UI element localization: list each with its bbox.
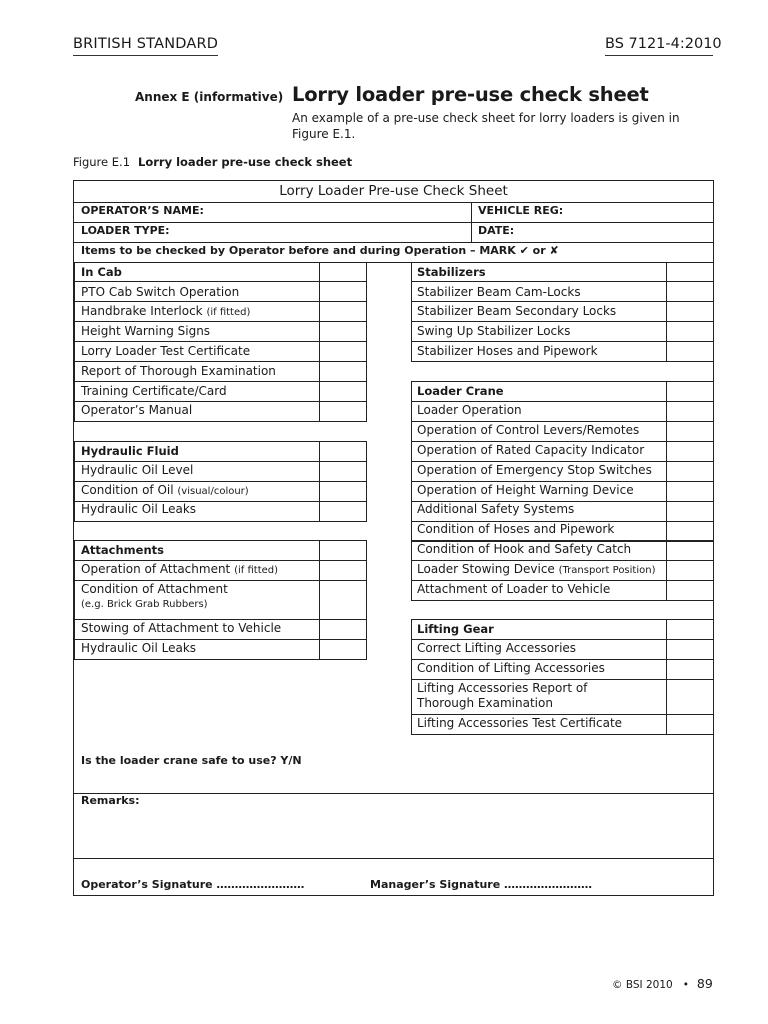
- vehicle-reg-field[interactable]: VEHICLE REG:: [478, 204, 564, 217]
- check-item: Condition of Hook and Safety Catch: [417, 542, 632, 556]
- check-box[interactable]: [666, 461, 714, 482]
- in-cab-heading: In Cab: [81, 265, 122, 279]
- check-box[interactable]: [666, 301, 714, 322]
- check-item: Condition of Oil (visual/colour): [81, 483, 249, 497]
- check-item: Operation of Emergency Stop Switches: [417, 463, 652, 477]
- check-item: Hydraulic Oil Leaks: [81, 502, 197, 516]
- check-sheet: [73, 180, 714, 896]
- hydraulic-fluid-heading: Hydraulic Fluid: [81, 444, 179, 458]
- check-box[interactable]: [319, 560, 367, 581]
- check-box[interactable]: [319, 381, 367, 402]
- check-box[interactable]: [319, 361, 367, 382]
- check-item: Handbrake Interlock (if fitted): [81, 304, 251, 318]
- check-item: Condition of Hoses and Pipework: [417, 522, 615, 536]
- check-item: Operator’s Manual: [81, 403, 193, 417]
- check-box[interactable]: [319, 281, 367, 302]
- check-box[interactable]: [666, 321, 714, 342]
- check-item: Training Certificate/Card: [81, 384, 227, 398]
- check-box[interactable]: [666, 679, 714, 715]
- attachments-heading: Attachments: [81, 543, 164, 557]
- check-box[interactable]: [666, 540, 714, 561]
- check-item: Condition of Lifting Accessories: [417, 661, 605, 675]
- standard-number: BS 7121-4:2010: [605, 36, 713, 56]
- remarks-field[interactable]: Remarks:: [81, 794, 140, 807]
- check-item: Correct Lifting Accessories: [417, 641, 577, 655]
- check-item: Stabilizer Beam Secondary Locks: [417, 304, 617, 318]
- operator-name-field[interactable]: OPERATOR’S NAME:: [81, 204, 204, 217]
- check-item: Loader Stowing Device (Transport Position): [417, 562, 656, 576]
- check-box[interactable]: [666, 481, 714, 502]
- loader-type-field[interactable]: LOADER TYPE:: [81, 224, 170, 237]
- check-box[interactable]: [319, 461, 367, 482]
- lifting-gear-heading: Lifting Gear: [417, 622, 494, 636]
- check-box[interactable]: [319, 501, 367, 522]
- check-item: Operation of Height Warning Device: [417, 483, 634, 497]
- stabilizers-heading: Stabilizers: [417, 265, 486, 279]
- check-item: Hydraulic Oil Level: [81, 463, 194, 477]
- check-item-note: Thorough Examination: [417, 696, 553, 710]
- check-box[interactable]: [666, 501, 714, 522]
- check-item: Operation of Control Levers/Remotes: [417, 423, 640, 437]
- check-box[interactable]: [666, 580, 714, 601]
- figure-title: Lorry loader pre-use check sheet: [138, 155, 353, 169]
- check-box[interactable]: [666, 341, 714, 362]
- instructions: Items to be checked by Operator before and during Operation – MARK ✔ or ✘: [81, 244, 559, 257]
- copyright: © BSI 2010: [612, 979, 673, 991]
- check-box[interactable]: [666, 659, 714, 680]
- check-item: Height Warning Signs: [81, 324, 211, 338]
- check-item: Lifting Accessories Report of: [417, 681, 588, 695]
- annex-label: Annex E (informative): [135, 90, 284, 104]
- check-box[interactable]: [666, 401, 714, 422]
- check-box[interactable]: [319, 301, 367, 322]
- check-item: Stabilizer Hoses and Pipework: [417, 344, 598, 358]
- annex-description: An example of a pre-use check sheet for lorry loaders is given in Figure E.1.: [292, 111, 680, 141]
- check-item: Hydraulic Oil Leaks: [81, 641, 197, 655]
- check-item: Operation of Attachment (if fitted): [81, 562, 279, 576]
- check-box[interactable]: [319, 619, 367, 640]
- check-item: Lifting Accessories Test Certificate: [417, 716, 623, 730]
- page-footer: [612, 976, 713, 991]
- check-box[interactable]: [666, 639, 714, 660]
- check-item: Operation of Rated Capacity Indicator: [417, 443, 645, 457]
- check-box[interactable]: [666, 421, 714, 442]
- figure-number: Figure E.1: [73, 155, 131, 169]
- check-item: PTO Cab Switch Operation: [81, 285, 240, 299]
- check-box[interactable]: [319, 639, 367, 660]
- loader-crane-heading: Loader Crane: [417, 384, 504, 398]
- check-item: Swing Up Stabilizer Locks: [417, 324, 571, 338]
- figure-caption: [73, 155, 352, 169]
- check-item-note: (e.g. Brick Grab Rubbers): [81, 599, 208, 610]
- check-box[interactable]: [666, 521, 714, 542]
- check-box[interactable]: [319, 321, 367, 342]
- check-item: Additional Safety Systems: [417, 502, 575, 516]
- check-box[interactable]: [319, 401, 367, 422]
- check-item: Condition of Attachment: [81, 582, 228, 596]
- check-item: Report of Thorough Examination: [81, 364, 276, 378]
- footer-bullet: •: [682, 979, 689, 991]
- check-box[interactable]: [666, 560, 714, 581]
- check-box[interactable]: [319, 481, 367, 502]
- check-item: Attachment of Loader to Vehicle: [417, 582, 611, 596]
- annex-title: Lorry loader pre-use check sheet: [292, 83, 649, 106]
- operator-signature[interactable]: Operator’s Signature ……………………: [81, 878, 305, 891]
- manager-signature[interactable]: Manager’s Signature ……………………: [370, 878, 593, 891]
- check-item: Loader Operation: [417, 403, 522, 417]
- sheet-title: Lorry Loader Pre-use Check Sheet: [279, 183, 508, 199]
- check-box[interactable]: [319, 341, 367, 362]
- check-box[interactable]: [666, 441, 714, 462]
- check-item: Stabilizer Beam Cam-Locks: [417, 285, 581, 299]
- page-number: 89: [696, 976, 713, 991]
- check-box[interactable]: [319, 580, 367, 620]
- safe-to-use-question[interactable]: Is the loader crane safe to use? Y/N: [81, 754, 302, 767]
- check-box[interactable]: [666, 281, 714, 302]
- check-box[interactable]: [666, 714, 714, 735]
- date-field[interactable]: DATE:: [478, 224, 515, 237]
- check-item: Stowing of Attachment to Vehicle: [81, 621, 282, 635]
- check-item: Lorry Loader Test Certificate: [81, 344, 251, 358]
- standard-name: BRITISH STANDARD: [73, 36, 218, 56]
